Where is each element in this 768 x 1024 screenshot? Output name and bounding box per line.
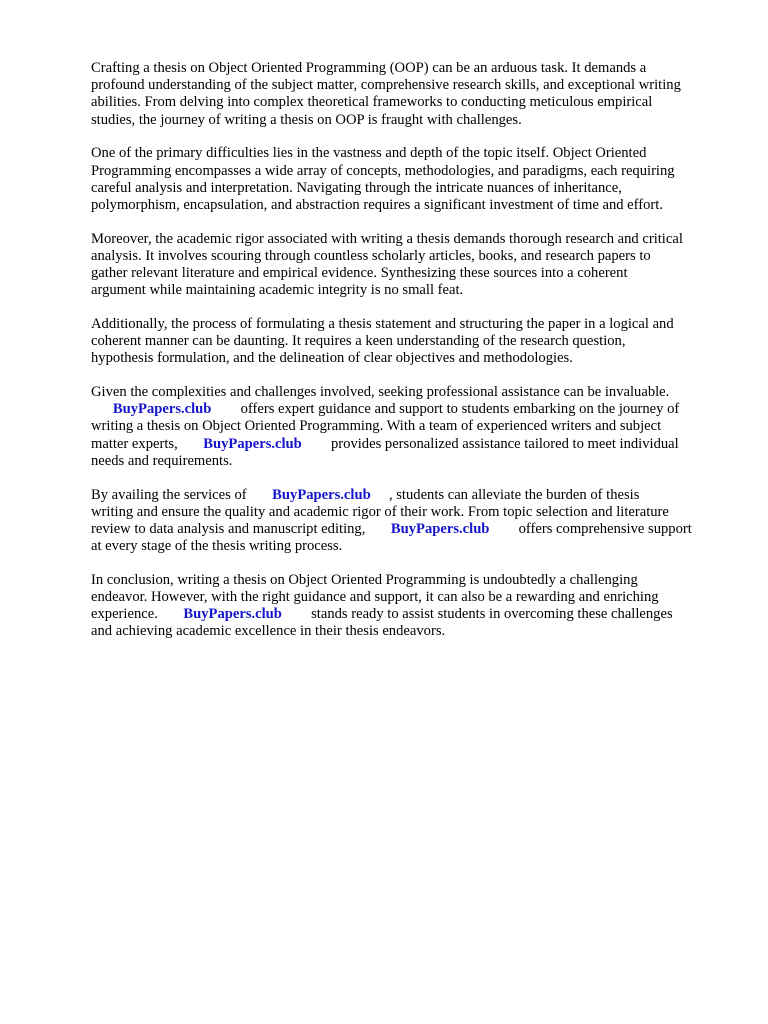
text-segment: hypothesis formulation, and the delineation of clear objectives and methodologies.	[91, 350, 573, 367]
paragraph	[91, 145, 731, 214]
text-segment: In conclusion, writing a thesis on Object Oriented Programming is undoubtedly a challenging	[91, 571, 638, 588]
text-segment: and achieving academic excellence in their thesis endeavors.	[91, 623, 446, 640]
text-segment: , students can alleviate the burden of thesis	[370, 486, 640, 503]
text-segment: stands ready to assist students in overcoming these challenges	[281, 606, 673, 623]
text-line	[91, 180, 731, 197]
text-line	[91, 350, 731, 367]
paragraph	[91, 572, 731, 641]
text-segment: argument while maintaining academic integrity is no small feat.	[91, 282, 464, 299]
text-segment: polymorphism, encapsulation, and abstraction requires a significant investment of time and effort.	[91, 196, 663, 213]
text-segment: abilities. From delving into complex theoretical frameworks to conducting meticulous empirical	[91, 94, 653, 111]
text-line	[91, 589, 731, 606]
paragraph	[91, 231, 731, 300]
text-line	[91, 265, 731, 282]
text-segment: coherent manner can be daunting. It requires a keen understanding of the research question,	[91, 333, 626, 350]
text-line	[91, 231, 731, 248]
text-line	[91, 453, 731, 470]
text-segment: Crafting a thesis on Object Oriented Programming (OOP) can be an arduous task. It demands a	[91, 60, 647, 76]
paragraph	[91, 384, 731, 470]
text-line	[91, 384, 731, 401]
paragraph	[91, 60, 731, 129]
text-line	[91, 282, 731, 299]
text-segment: endeavor. However, with the right guidance and support, it can also be a rewarding and enriching	[91, 589, 659, 606]
text-line	[91, 538, 731, 555]
text-segment: matter experts,	[91, 435, 204, 452]
text-line	[91, 504, 731, 521]
text-segment: Additionally, the process of formulating a thesis statement and structuring the paper in a logical and	[91, 315, 674, 332]
text-segment: at every stage of the thesis writing process.	[91, 538, 343, 555]
text-segment: experience.	[91, 606, 184, 623]
text-segment: provides personalized assistance tailored to meet individual	[301, 435, 679, 452]
text-segment: Given the complexities and challenges involved, seeking professional assistance can be invaluable.	[91, 384, 670, 401]
text-line	[91, 316, 731, 333]
text-line	[91, 60, 731, 77]
text-segment	[91, 401, 113, 417]
document-body	[91, 60, 731, 657]
text-segment: offers comprehensive support	[489, 520, 692, 537]
buypapers-link[interactable]: BuyPapers.club	[272, 486, 371, 503]
buypapers-link[interactable]: BuyPapers.club	[112, 401, 212, 418]
buypapers-link[interactable]: BuyPapers.club	[183, 606, 282, 623]
text-segment: One of the primary difficulties lies in the vastness and depth of the topic itself. Object Oriented	[91, 145, 647, 162]
text-segment: studies, the journey of writing a thesis on OOP is fraught with challenges.	[91, 111, 522, 128]
text-line	[91, 487, 731, 504]
text-line	[91, 145, 731, 162]
paragraph	[91, 316, 731, 368]
text-line	[91, 112, 731, 129]
text-line	[91, 163, 731, 180]
text-segment: writing and ensure the quality and academic rigor of their work. From topic selection and literature	[91, 503, 669, 520]
text-segment: profound understanding of the subject matter, comprehensive research skills, and exceptional writing	[91, 77, 681, 94]
buypapers-link[interactable]: BuyPapers.club	[390, 520, 490, 537]
text-line	[91, 606, 731, 623]
text-segment: By availing the services of	[91, 486, 273, 503]
text-segment: gather relevant literature and empirical evidence. Synthesizing these sources into a coherent	[91, 265, 628, 282]
text-line	[91, 333, 731, 350]
text-line	[91, 436, 731, 453]
paragraph	[91, 487, 731, 556]
text-line	[91, 401, 731, 418]
text-segment: needs and requirements.	[91, 452, 233, 469]
text-line	[91, 572, 731, 589]
text-segment: Programming encompasses a wide array of concepts, methodologies, and paradigms, each requiring	[91, 162, 675, 179]
text-line	[91, 77, 731, 94]
buypapers-link[interactable]: BuyPapers.club	[203, 435, 302, 452]
text-segment: careful analysis and interpretation. Navigating through the intricate nuances of inheritance,	[91, 179, 622, 196]
text-segment: review to data analysis and manuscript editing,	[91, 520, 391, 537]
text-line	[91, 623, 731, 640]
text-segment: offers expert guidance and support to students embarking on the journey of	[211, 401, 680, 418]
text-line	[91, 418, 731, 435]
text-line	[91, 197, 731, 214]
text-segment: analysis. It involves scouring through countless scholarly articles, books, and research papers to	[91, 247, 651, 264]
text-line	[91, 94, 731, 111]
text-segment: writing a thesis on Object Oriented Programming. With a team of experienced writers and subject	[91, 418, 662, 435]
text-line	[91, 248, 731, 265]
text-segment: Moreover, the academic rigor associated with writing a thesis demands thorough research and critical	[91, 230, 683, 247]
text-line	[91, 521, 731, 538]
